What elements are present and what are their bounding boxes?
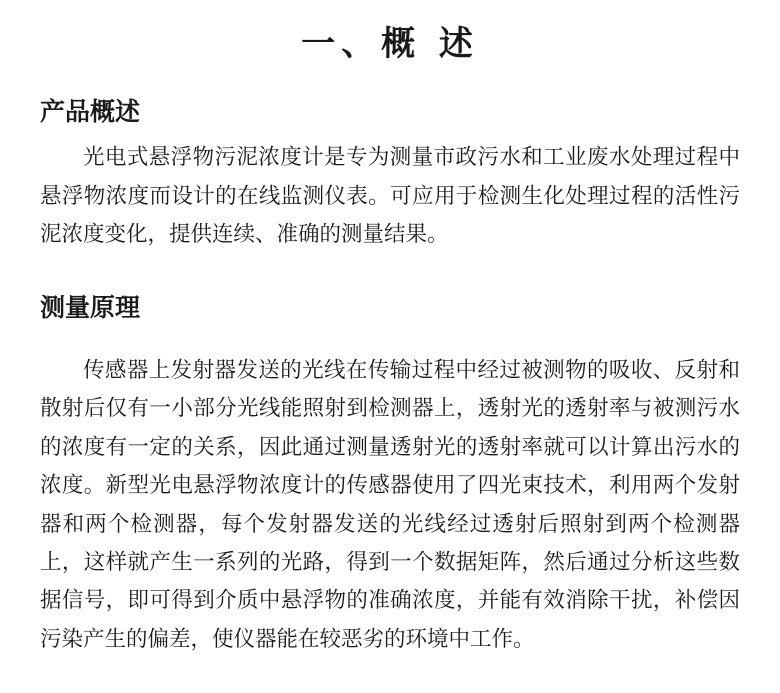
measurement-principle-paragraph: 传感器上发射器发送的光线在传输过程中经过被测物的吸收、反射和散射后仅有一小部分光线能照射到检测器上，透射光的透射率与被测污水的浓度有一定的关系，因此通过测量透射光的透射率就可以计算出污水的浓度。新型光电悬浮物浓度计的传感器使用了四光束技术，利用两个发射器和两个检测器，每个发射器发送的光线经过透射后照射到两个检测器上，这样就产生一系列的光路，得到一个数据矩阵，然后通过分析这些数据信号，即可得到介质中悬浮物的准确浓度，并能有效消除干扰，补偿因污染产生的偏差，使仪器能在较恶劣的环境中工作。: [40, 358, 740, 652]
section-heading-product-overview: 产品概述: [40, 97, 141, 126]
section-heading-measurement-principle: 测量原理: [40, 293, 141, 322]
product-overview-paragraph: 光电式悬浮物污泥浓度计是专为测量市政污水和工业废水处理过程中悬浮物浓度而设计的在线监测仪表。可应用于检测生化处理过程的活性污泥浓度变化，提供连续、准确的测量结果。: [40, 145, 740, 247]
chapter-title: 一、概 述: [301, 24, 479, 64]
